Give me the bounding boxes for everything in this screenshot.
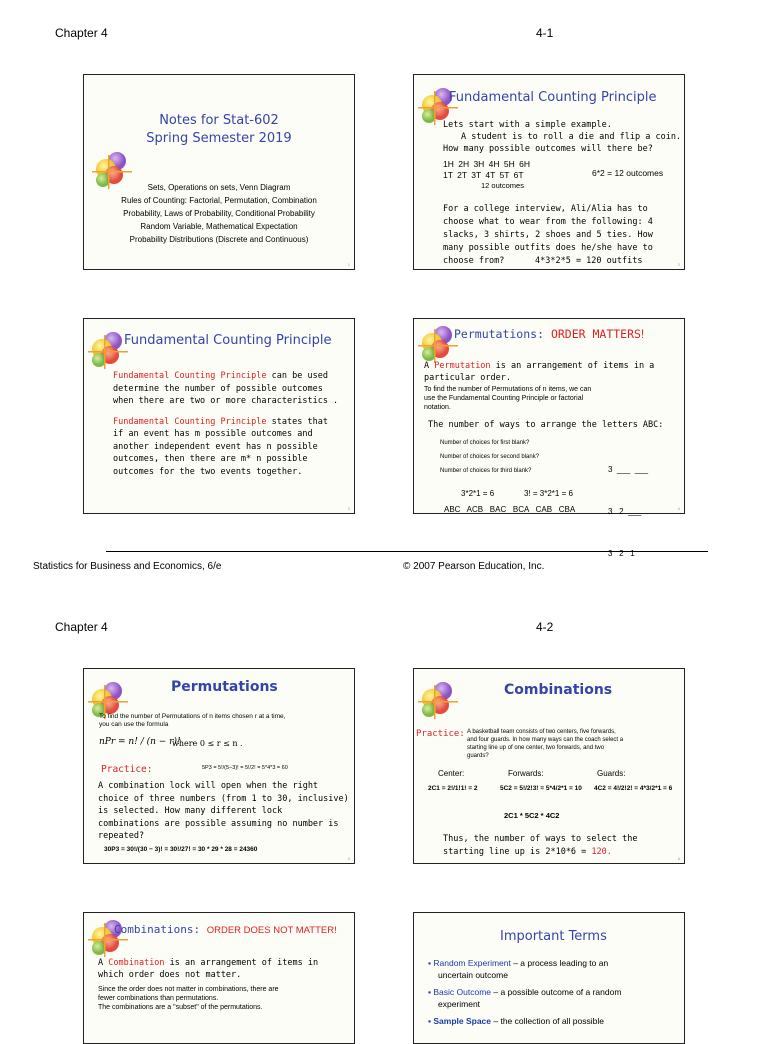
text: another independent event has n possible [113,441,318,452]
term-highlight: Permutation [434,361,491,371]
slide-heading: Combinations [504,682,613,698]
logo-icon [86,915,130,959]
slide-fundamental-counting-example [413,74,685,270]
text: A [98,958,109,968]
term-highlight: Combination [108,958,165,968]
term-definition: – a possible outcome of a random [491,987,622,997]
calc-result: 6*2 = 12 outcomes [592,168,664,178]
solution-equation: 30P3 = 30!/(30 − 3)! = 30!/27! = 30 * 29 * 28 = 24360 [104,846,258,853]
outcome-row: 1H 2H 3H 4H 5H 6H [443,159,531,169]
intro-line: How many possible outcomes will there be? [443,144,653,154]
question-line: repeated? [98,831,145,841]
page1-chapter: Chapter 4 [55,26,108,40]
question-line: slacks, 3 shirts, 2 shoes and 5 ties. How [443,230,653,240]
column-header: Guards: [597,769,626,778]
heading-text: Permutations: [454,327,551,341]
slide-combinations-order-does-not-matter [83,912,355,1044]
guards-equation: 4C2 = 4!/2!2! = 4*3/2*1 = 6 [594,785,673,792]
product-equation: 2C1 * 5C2 * 4C2 [504,811,560,820]
term-definition: – the collection of all possible [491,1016,604,1026]
slide-number: 1 [347,262,350,267]
term-definition: uncertain outcome [438,970,508,980]
footer-copyright: © 2007 Pearson Education, Inc. [403,561,545,572]
logo-icon [416,677,460,721]
term-highlight: Fundamental Counting Principle [113,371,267,381]
equation: 3*2*1 = 6 [461,489,495,498]
text: use the Fundamental Counting Principle or factorial [424,395,584,402]
topic-line: Random Variable, Mathematical Expectation [140,222,298,231]
text: determine the number of possible outcomes [113,383,323,394]
slide-number: 3 [347,506,350,511]
equation: 3! = 3*2*1 = 6 [524,489,573,498]
forwards-equation: 5C2 = 5!/2!3! = 5*4/2*1 = 10 [500,785,582,792]
term-highlight: Fundamental Counting Principle [113,416,267,427]
question-line: many possible outfits does he/she have to [443,243,653,253]
formula-condition: where 0 ≤ r ≤ n . [172,739,243,748]
term-name: Random Experiment [433,958,511,968]
question-line: For a college interview, Ali/Alia has to [443,204,648,214]
slide-combinations-practice [413,668,685,864]
slide-number: 5 [347,856,350,861]
choice-answer: 3 2 1 [608,549,635,558]
slide-heading: Permutations [171,679,278,695]
practice-label: Practice: [416,729,465,739]
slide-heading [454,327,644,341]
text: fewer combinations than permutations. [98,995,219,1002]
term-item: ▪ Basic Outcome – a possible outcome of a random [428,987,622,997]
text: states that [266,416,328,427]
terms-list [428,957,621,1027]
text: The number of ways to arrange the letters ABC: [428,420,664,430]
column-header: Forwards: [508,769,544,778]
text: A [424,361,435,371]
conclusion-line: starting line up is 2*10*6 = [443,847,592,857]
slide-title-line2: Spring Semester 2019 [146,131,292,146]
topic-line: Sets, Operations on sets, Venn Diagram [147,183,291,192]
choice-question: Number of choices for third blank? [440,468,532,474]
slide-title [83,74,355,270]
choice-question: Number of choices for second blank? [440,454,540,460]
text: you can use the formula [99,721,169,728]
choice-question: Number of choices for first blank? [440,440,530,446]
slide-fundamental-counting-principle [83,318,355,514]
question-line: choice of three numbers (from 1 to 30, inclusive) [98,793,349,804]
text: when there are two or more characteristics . [113,396,339,406]
text: if an event has m possible outcomes and [113,429,313,439]
term-name: Basic Outcome [433,987,492,997]
text: can be used [266,371,328,381]
slide-heading: Fundamental Counting Principle [124,333,332,348]
text: notation. [424,404,451,411]
conclusion-line: Thus, the number of ways to select the [443,834,638,844]
slide-number: 6 [677,856,680,861]
question-line: choose what to wear from the following: 4 [443,217,653,227]
term-definition: experiment [438,999,481,1009]
question-line: A combination lock will open when the right [98,781,319,791]
page2-chapter: Chapter 4 [55,620,108,634]
text: The combinations are a "subset" of the permutations. [98,1004,263,1011]
topic-line: Probability Distributions (Discrete and Continuous) [129,235,309,244]
slide-permutations-order-matters [413,318,685,558]
footer-book-title: Statistics for Business and Economics, 6/e [33,561,222,572]
term-name: Sample Space [433,1016,492,1026]
choice-answer: 3 ___ ___ [608,465,649,474]
text: particular order. [424,373,511,383]
text: which order does not matter. [98,970,242,980]
example-equation: 5P3 = 5!/(5−3)! = 5!/2! = 5*4*3 = 60 [202,765,288,771]
slide-permutations-formula [83,668,355,864]
text: outcomes, then there are m* n possible [113,454,308,464]
text: is an arrangement of items in [164,958,319,968]
formula: nPr = n! / (n − r)! [99,737,181,747]
slide-title-line1: Notes for Stat-602 [159,113,279,128]
heading-text: Combinations: [114,923,207,936]
text: starting line up of one center, two forwards, and two [467,745,605,751]
slide-heading: Fundamental Counting Principle [449,90,657,105]
outcome-row: 1T 2T 3T 4T 5T 6T [443,170,524,180]
slide-heading: Important Terms [500,929,607,944]
page1-number: 4-1 [536,26,554,40]
topic-line: Rules of Counting: Factorial, Permutation, Combination [121,196,317,205]
page2-number: 4-2 [536,620,554,634]
permutation-list: ABC ACB BAC BCA CAB CBA [444,505,576,514]
slide-heading [114,923,337,936]
footer-divider [106,551,708,552]
intro-line: Lets start with a simple example. [443,120,612,130]
practice-label: Practice: [101,764,153,775]
term-definition: – a process leading to an [510,958,609,968]
topics-list [84,181,354,246]
slide-number: 4 [677,506,680,511]
text: To find the number of Permutations of n items, we can [424,386,592,393]
text: and four guards. In how many ways can the coach select a [467,737,624,743]
term-item: ▪ Random Experiment – a process leading to an [428,958,609,968]
text: Since the order does not matter in combinations, there are [98,986,279,993]
question-line: combinations are possible assuming no number is [98,818,339,829]
answer-highlight: 120. [591,847,612,857]
slide-important-terms [413,912,685,1044]
topic-line: Probability, Laws of Probability, Conditional Probability [123,209,315,218]
intro-line: A student is to roll a die and flip a coin. [461,132,682,142]
text: To find the number of Permutations of n items chosen r at a time, [99,713,286,720]
question-line: choose from? [443,256,505,266]
question-line: is selected. How many different lock [98,806,283,816]
text: guards? [467,753,489,759]
text: is an arrangement of items in a [490,361,655,371]
center-equation: 2C1 = 2!/1!1! = 2 [428,785,478,792]
term-item: ▪ Sample Space – the collection of all possible [428,1016,604,1026]
answer: 4*3*2*5 = 120 outfits [535,256,643,266]
heading-highlight: ORDER MATTERS [550,327,641,341]
text: outcomes for the two events together. [113,466,303,477]
text: A basketball team consists of two centers, five forwards, [467,729,616,735]
outcomes-label: 12 outcomes [481,181,524,190]
heading-highlight: ORDER DOES NOT MATTER! [206,925,337,936]
column-header: Center: [438,769,465,778]
choice-answer: 3 2 ___ [608,507,642,516]
heading-text: ! [640,329,645,341]
slide-number: 2 [677,262,680,267]
